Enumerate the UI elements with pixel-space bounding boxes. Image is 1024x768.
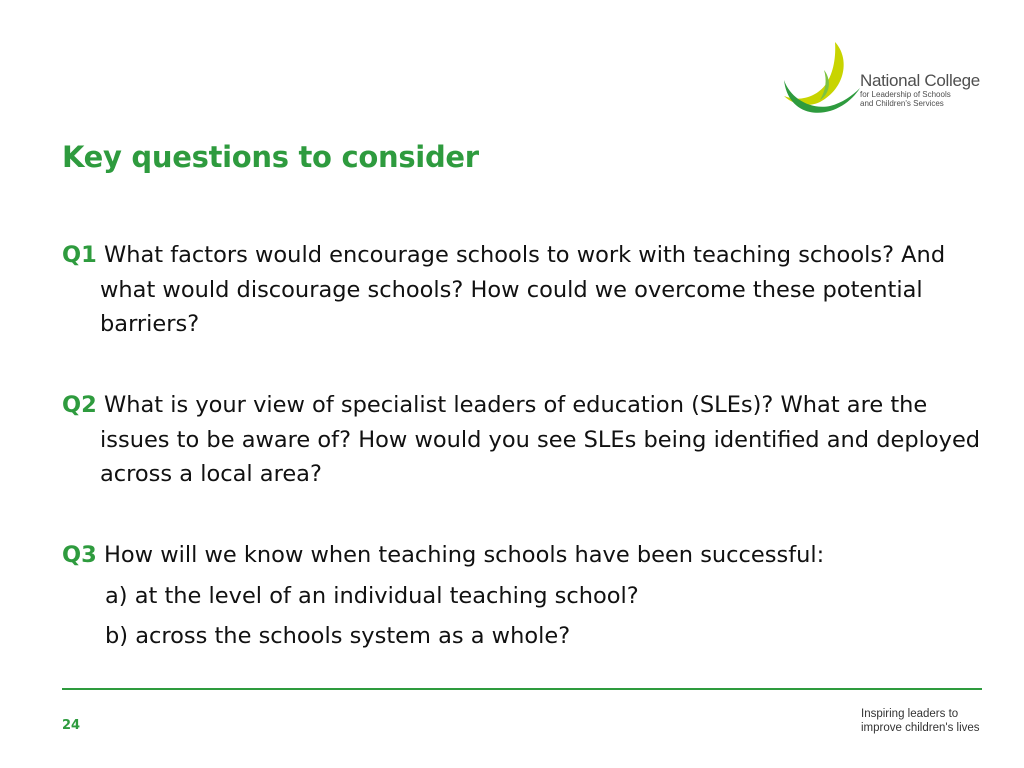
question-text: How will we know when teaching schools have been successful: xyxy=(96,542,825,568)
page-number: 24 xyxy=(62,718,81,733)
question-text: What is your view of specialist leaders of education (SLEs)? What are the issues to be aware of? How would you see SLEs being identified and deployed across a local area? xyxy=(96,392,981,487)
question-label: Q3 xyxy=(62,542,97,568)
question-label: Q2 xyxy=(62,392,97,418)
question-label: Q1 xyxy=(62,242,97,268)
slide-title: Key questions to consider xyxy=(62,140,479,174)
tagline-line1: Inspiring leaders to xyxy=(861,708,959,720)
sub-question-a: a) at the level of an individual teaching school? xyxy=(105,583,639,609)
tagline-line2: improve children's lives xyxy=(861,722,980,734)
logo-name: National College xyxy=(860,71,980,90)
swoosh-leaf-icon xyxy=(780,40,860,115)
footer-tagline xyxy=(861,707,980,735)
footer-divider xyxy=(62,688,982,690)
sub-question-b: b) across the schools system as a whole? xyxy=(105,623,571,649)
question-3 xyxy=(62,538,1000,573)
question-text: What factors would encourage schools to work with teaching schools? And what would discourage schools? How could we overcome these potential barriers? xyxy=(96,242,946,337)
question-2 xyxy=(62,388,1000,492)
logo-subtitle-line1: for Leadership of Schools xyxy=(860,90,951,99)
national-college-logo xyxy=(780,40,990,115)
question-1 xyxy=(62,238,1000,342)
logo-subtitle-line2: and Children's Services xyxy=(860,99,944,108)
